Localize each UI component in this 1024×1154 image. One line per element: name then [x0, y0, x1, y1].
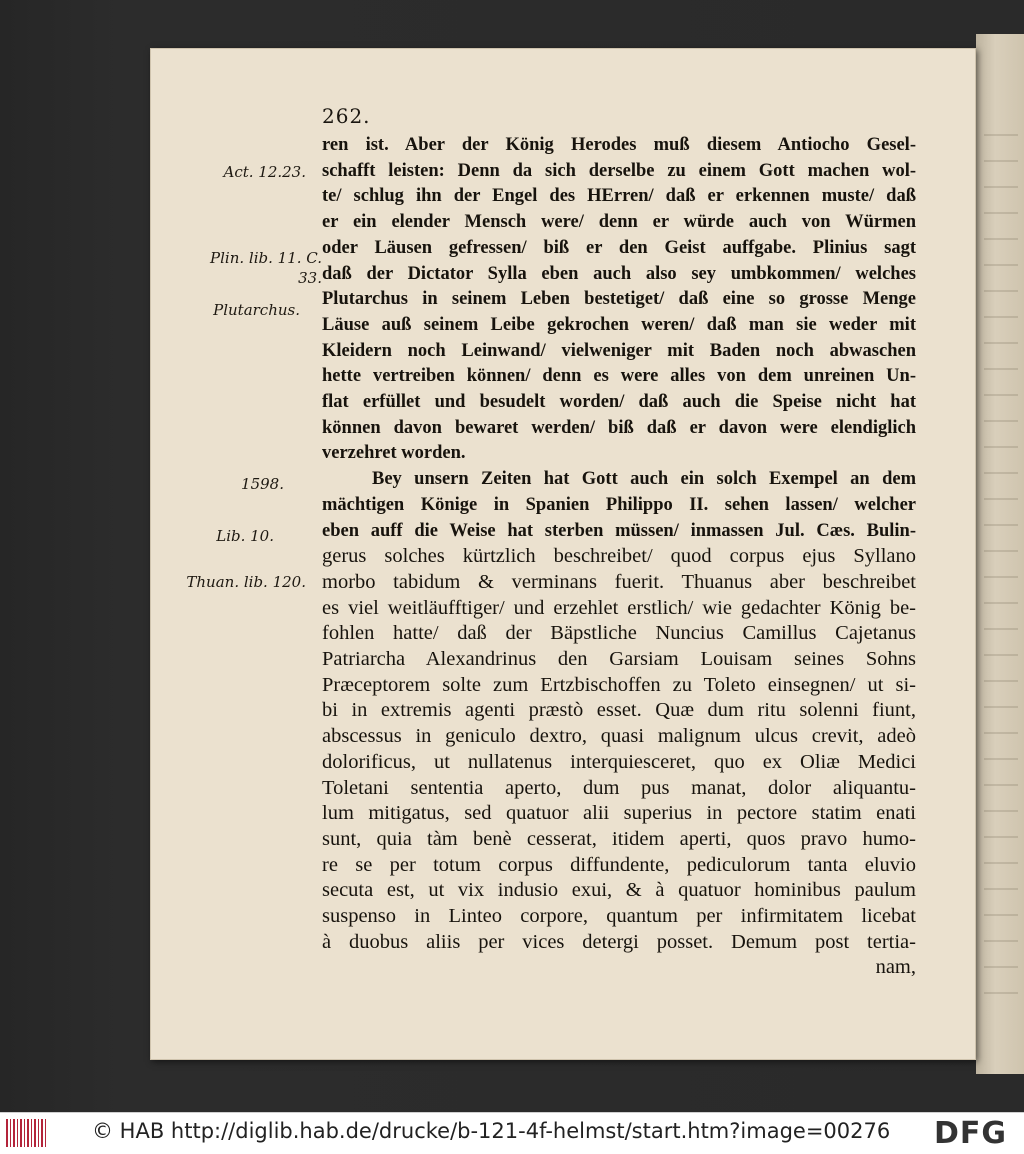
text-line: secuta est, ut vix indusio exui, & à quatuor hominibus paulum — [322, 879, 916, 902]
book-page — [150, 48, 976, 1060]
text-line: es viel weitläufftiger/ und erzehlet erstlich/ wie gedachter König be- — [322, 596, 916, 619]
copyright-text: © HAB http://diglib.hab.de/drucke/b-121-4f-helmst/start.htm?image=00276 — [92, 1119, 891, 1143]
text-line: te/ schlug ihn der Engel des HErren/ daß er erkennen muste/ daß — [322, 186, 916, 207]
margin-note-year: 1598. — [241, 475, 284, 493]
text-line: bi in extremis agenti præstò esset. Quæ dum ritu solenni fiunt, — [322, 699, 916, 722]
margin-note-plutarch: Plutarchus. — [213, 301, 300, 319]
margin-note-pliny: Plin. lib. 11. C. 33. — [210, 249, 322, 287]
text-line: suspenso in Linteo corpore, quantum per infirmitatem licebat — [322, 905, 916, 927]
text-line: sunt, quia tàm benè cesserat, itidem aperti, quos pravo humo- — [322, 827, 916, 850]
page-number: 262. — [322, 104, 371, 128]
bleed-through — [984, 134, 1018, 994]
text-line: ren ist. Aber der König Herodes muß diesem Antiocho Gesel- — [322, 135, 916, 155]
margin-note-lib: Lib. 10. — [216, 527, 274, 545]
text-line: Patriarcha Alexandrinus den Garsiam Louisam seines Sohns — [322, 648, 916, 670]
text-line: daß der Dictator Sylla eben auch also sey umbkommen/ welches — [322, 263, 916, 284]
text-line: morbo tabidum & verminans fuerit. Thuanus aber beschreibet — [322, 570, 916, 593]
next-page-edge — [976, 34, 1024, 1074]
text-line: flat erfüllet und besudelt worden/ daß auch die Speise nicht hat — [322, 392, 916, 412]
text-line: eben auff die Weise hat sterben müssen/ inmassen Jul. Cæs. Bulin- — [322, 520, 916, 541]
text-line: Præceptorem solte zum Ertzbischoffen zu Toleto einsegnen/ ut si- — [322, 673, 916, 696]
margin-note-acts: Act. 12.23. — [223, 163, 306, 181]
text-line: Plutarchus in seinem Leben bestetiget/ daß eine so grosse Menge — [322, 289, 916, 310]
text-line: können davon bewaret werden/ biß daß er davon were elendiglich — [322, 417, 916, 438]
text-line: oder Läusen gefressen/ biß er den Geist auffgabe. Plinius sagt — [322, 237, 916, 258]
text-line: Läuse auß seinem Leibe gekrochen weren/ daß man sie weder mit — [322, 314, 916, 335]
text-line: er ein elender Mensch were/ denn er würde auch von Würmen — [322, 212, 916, 233]
text-line: fohlen hatte/ daß der Bäpstliche Nuncius Camillus Cajetanus — [322, 622, 916, 645]
dfg-logo: DFG — [934, 1116, 1008, 1151]
text-line: re se per totum corpus diffundente, pediculorum tanta eluvio — [322, 853, 916, 876]
margin-note-thuanus: Thuan. lib. 120. — [186, 573, 306, 591]
text-line: lum mitigatus, sed quatuor alii superius in pectore statim enati — [322, 802, 916, 825]
text-line: dolorificus, ut nullatenus interquiesceret, quo ex Oliæ Medici — [322, 750, 916, 773]
text-line: verzehret worden. — [322, 443, 466, 464]
text-line: hette vertreiben können/ denn es were alles von dem unreinen Un- — [322, 366, 916, 387]
hab-barcode-icon — [6, 1119, 48, 1147]
text-line: Kleidern noch Leinwand/ vielweniger mit Baden noch abwaschen — [322, 340, 916, 361]
text-line: gerus solches kürtzlich beschreibet/ quod corpus ejus Syllano — [322, 545, 916, 568]
text-line: Toletani sententia aperto, dum pus manat, dolor aliquantu- — [322, 776, 916, 799]
footer-bar — [0, 1112, 1024, 1154]
text-line: abscessus in geniculo dextro, quasi malignum ulcus crevit, adeò — [322, 725, 916, 748]
text-line: mächtigen Könige in Spanien Philippo II. sehen lassen/ welcher — [322, 494, 916, 515]
text-line: nam, — [875, 956, 916, 979]
text-line: Bey unsern Zeiten hat Gott auch ein solch Exempel an dem — [372, 469, 916, 490]
text-line: schafft leisten: Denn da sich derselbe zu einem Gott machen wol- — [322, 160, 916, 181]
text-line: à duobus aliis per vices detergi posset. Demum post tertia- — [322, 930, 916, 953]
